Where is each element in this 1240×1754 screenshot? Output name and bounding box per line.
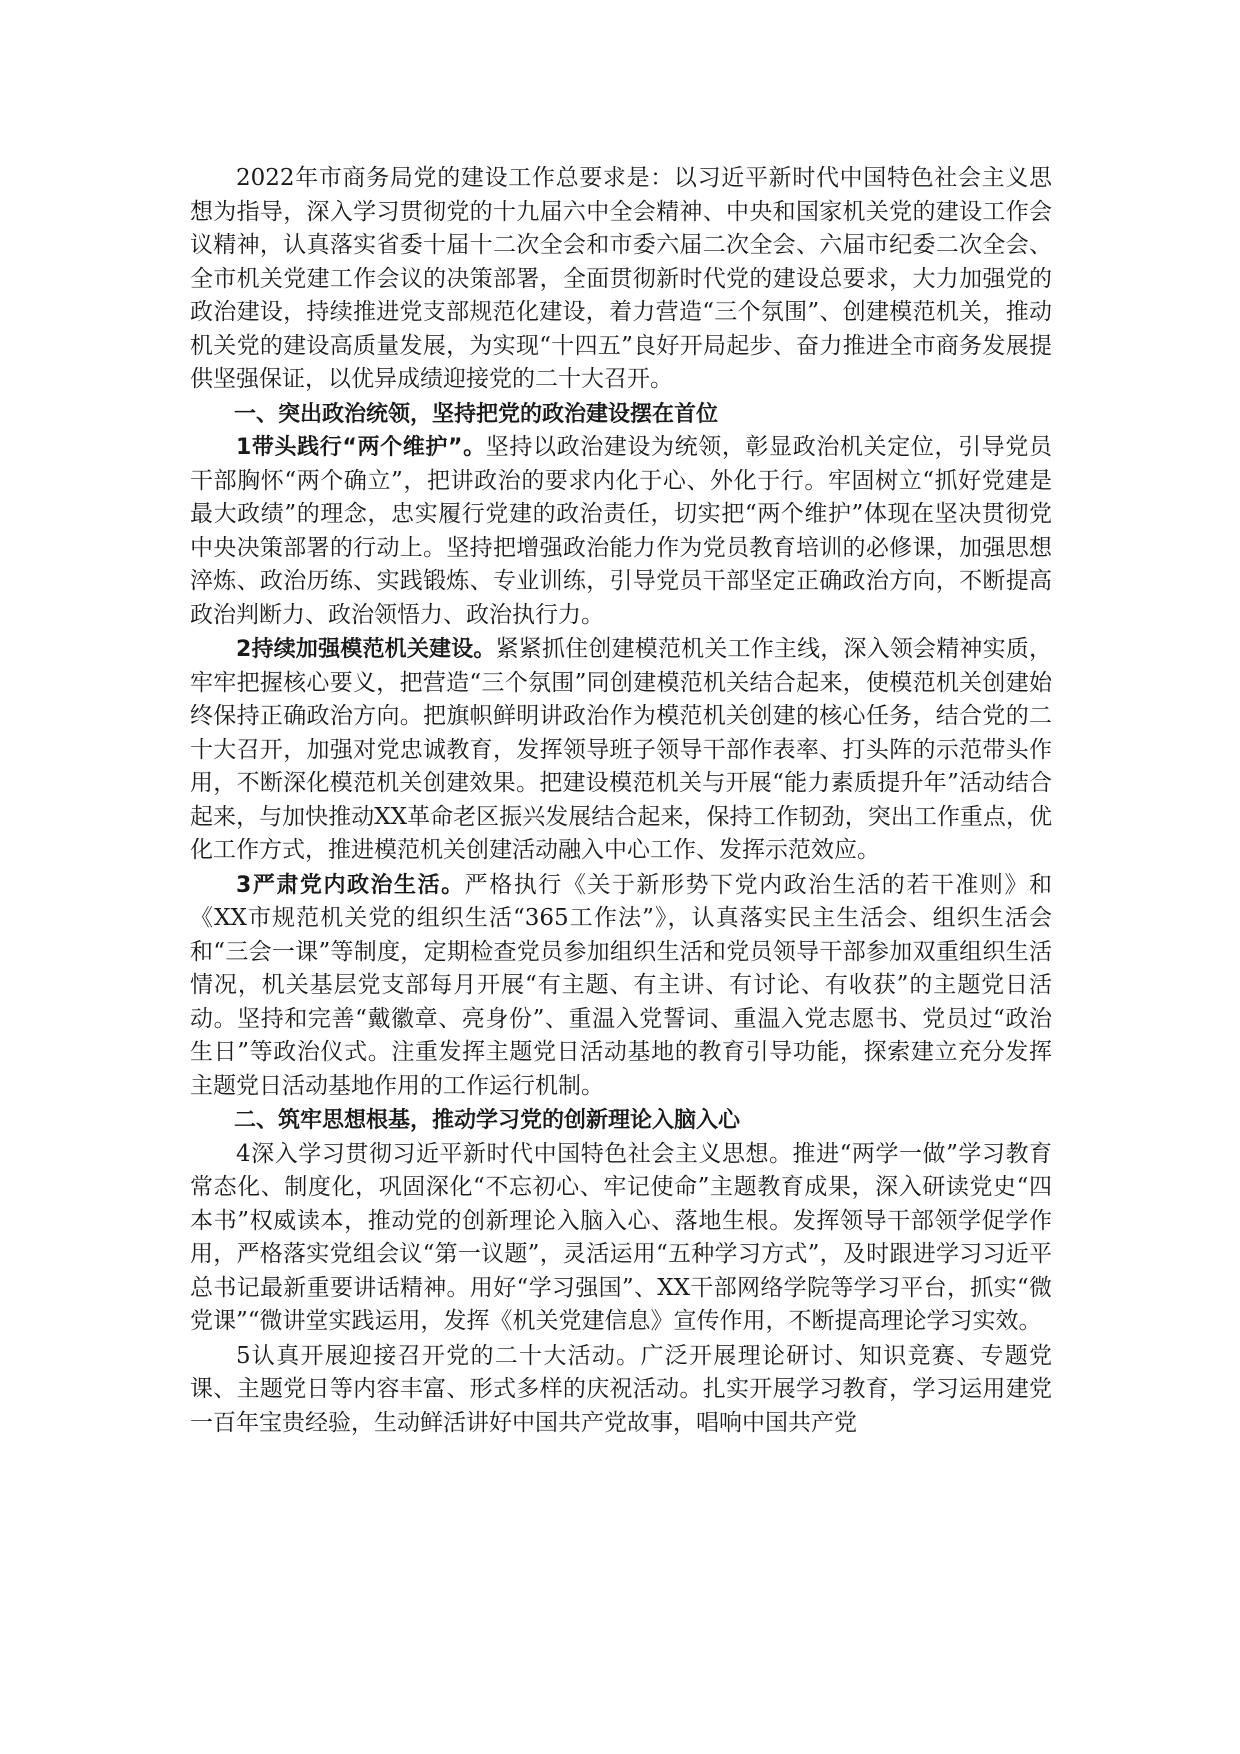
- item-3-body: 严格执行《关于新形势下党内政治生活的若干准则》和《XX市规范机关党的组织生活“365工作法”》，认真落实民主生活会、组织生活会和“三会一课”等制度，定期检查党员参加组织生活和党员领导干部参加双重组织生活情况，机关基层党支部每月开展“有主题、有主讲、有讨论、有收获”的主题党日活动。坚持和完善“戴徽章、亮身份”、重温入党誓词、重温入党志愿书、党员过“政治生日”等政治仪式。注重发挥主题党日活动基地的教育引导功能，探索建立充分发挥主题党日活动基地作用的工作运行机制。: [190, 871, 1052, 1099]
- item-1-body: 坚持以政治建设为统领，彰显政治机关定位，引导党员干部胸怀“两个确立”，把讲政治的要求内化于心、外化于行。牢固树立“抓好党建是最大政绩”的理念，忠实履行党建的政治责任，切实把“两个维护”体现在坚决贯彻党中央决策部署的行动上。坚持把增强政治能力作为党员教育培训的必修课，加强思想淬炼、政治历练、实践锻炼、专业训练，引导党员干部坚定正确政治方向，不断提高政治判断力、政治领悟力、政治执行力。: [190, 434, 1053, 628]
- item-4-paragraph: 4深入学习贯彻习近平新时代中国特色社会主义思想。推进“两学一做”学习教育常态化、制度化，巩固深化“不忘初心、牢记使命”主题教育成果，深入研读党史“四本书”权威读本，推动党的创新理论入脑入心、落地生根。发挥领导干部领学促学作用，严格落实党组会议“第一议题”，灵活运用“五种学习方式”，及时跟进学习习近平总书记最新重要讲话精神。用好“学习强国”、XX干部网络学院等学习平台，抓实“微党课”“微讲堂实践运用，发挥《机关党建信息》宣传作用，不断提高理论学习实效。: [190, 1140, 1052, 1334]
- item-3-paragraph: [190, 869, 1052, 1104]
- document-page: [190, 162, 1052, 1441]
- item-1-lead: 1带头践行“两个维护”。: [236, 435, 486, 460]
- item-2-paragraph: [190, 633, 1052, 868]
- item-5-paragraph: 5认真开展迎接召开党的二十大活动。广泛开展理论研讨、知识竞赛、专题党课、主题党日等内容丰富、形式多样的庆祝活动。扎实开展学习教育，学习运用建党一百年宝贵经验，生动鲜活讲好中国共产党故事，唱响中国共产党: [190, 1342, 1052, 1436]
- item-2-lead: 2持续加强模范机关建设。: [236, 637, 496, 662]
- section-2-heading: 二、筑牢思想根基，推动学习党的创新理论入脑入心: [234, 1108, 741, 1133]
- item-2-body: 紧紧抓住创建模范机关工作主线，深入领会精神实质，牢牢把握核心要义，把营造“三个氛围”同创建模范机关结合起来，使模范机关创建始终保持正确政治方向。把旗帜鲜明讲政治作为模范机关创建的核心任务，结合党的二十大召开，加强对党忠诚教育，发挥领导班子领导干部作表率、打头阵的示范带头作用，不断深化模范机关创建效果。把建设模范机关与开展“能力素质提升年”活动结合起来，与加快推动XX革命老区振兴发展结合起来，保持工作韧劲，突出工作重点，优化工作方式，推进模范机关创建活动融入中心工作、发挥示范效应。: [190, 636, 1053, 863]
- item-1-paragraph: [190, 431, 1052, 632]
- intro-paragraph: 2022年市商务局党的建设工作总要求是：以习近平新时代中国特色社会主义思想为指导，深入学习贯彻党的十九届六中全会精神、中央和国家机关党的建设工作会议精神，认真落实省委十届十二次全会和市委六届二次全会、六届市纪委二次全会、全市机关党建工作会议的决策部署，全面贯彻新时代党的建设总要求，大力加强党的政治建设，持续推进党支部规范化建设，着力营造“三个氛围”、创建模范机关，推动机关党的建设高质量发展，为实现“十四五”良好开局起步、奋力推进全市商务发展提供坚强保证，以优异成绩迎接党的二十大召开。: [190, 165, 1052, 392]
- item-3-lead: 3严肃党内政治生活。: [236, 872, 465, 898]
- section-1-heading: 一、突出政治统领，坚持把党的政治建设摆在首位: [234, 401, 719, 427]
